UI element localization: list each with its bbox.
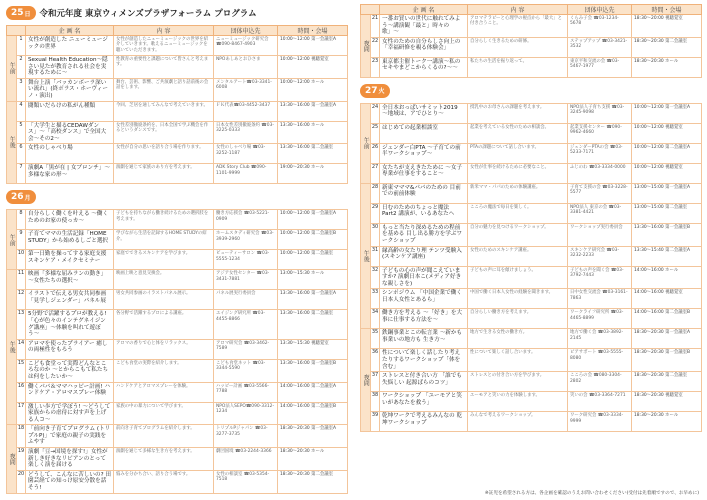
program-number: 34: [371, 309, 380, 329]
program-title-cell: 女たちが支えきたために 〜女子専業が仕事をすること〜: [380, 163, 468, 183]
page-title-day26: [6, 188, 347, 206]
program-number: 23: [371, 57, 380, 77]
program-organizer: こども食堂ネット ☎03-3344-5590: [214, 359, 278, 382]
program-description: 起業を考えている女性のための相談会。: [468, 123, 568, 143]
program-organizer: 笑いの会 ☎03-3364-7271: [568, 392, 632, 412]
program-description: ユーモアと笑いの力を体験します。: [468, 392, 568, 412]
program-description: 家庭でできるスキンケアを学びます。: [114, 250, 214, 270]
table-row: [361, 289, 702, 309]
program-organizer: スキンケア研究会 ☎03-3232-2233: [568, 246, 632, 266]
childcare-note: ※託児を希望される方は、各企画を確認のうえお問い合わせください(受付は先着順ですので、お早めに): [484, 491, 699, 496]
program-description: アロマテラピーと心理学の視点から「最大」と付き合うこと。: [468, 15, 568, 38]
table-row: [361, 103, 702, 123]
program-organizer: くらみ子会 ☎03-1234-5678: [568, 15, 632, 38]
program-title-cell: 鉄鋼事業とこの転言業 〜新かも事業いの地方も 生き方〜: [380, 329, 468, 349]
table-row: [7, 36, 348, 56]
program-number: 14: [17, 339, 26, 359]
period-label: 午前: [361, 103, 371, 183]
program-organizer: 起業支援センター ☎090-9962-4660: [568, 123, 632, 143]
table-row: [7, 310, 348, 339]
program-organizer: トリプルPジャパン ☎03-3277-3735: [214, 425, 278, 448]
program-organizer: ステップアップ ☎03-3421-3532: [568, 37, 632, 57]
header-title: 企 画 名: [380, 5, 468, 15]
program-time-venue: 10:00〜12:00 第一会議室A: [278, 36, 348, 56]
program-title-cell: 闘類いだらけの私がん種類: [26, 101, 114, 121]
program-title-cell: どうして、こんなに苦しいの? 田園芸経ての知っけ原安分散を話そう!: [26, 470, 114, 493]
program-number: 29: [371, 203, 380, 223]
table-row: [361, 246, 702, 266]
program-number: 2: [17, 56, 26, 79]
program-time-venue: 18:30〜20:30 ホール: [632, 57, 702, 77]
program-number: 5: [17, 121, 26, 144]
table-row: [361, 37, 702, 57]
program-time-venue: 18:30〜20:30 第二会議室: [632, 37, 702, 57]
program-description: 映画上映と意見交換会。: [114, 270, 214, 290]
program-title-cell: 舞台上演「バッカンボーラ深いい流れ」(終ポラス・ホーヴィーノ・演出): [26, 78, 114, 101]
program-title-cell: アロマを使ったプライアー 癒しの両極性をもろう: [26, 339, 114, 359]
program-title-cell: ジェンダー白PTA 〜子育ての前半ワークショップ〜: [380, 143, 468, 163]
program-title-cell: 5分野で活躍するプロが教える! 「心が色々のインテグネイジング講座」〜体験を叫れて遊ぼう〜: [26, 310, 114, 339]
program-description: 子どもを持ちながら働き続けるための選択肢を考えます。: [114, 210, 214, 230]
program-organizer: ニューミュージック研究会 ☎090-8467-4903: [214, 36, 278, 56]
program-time-venue: 13:30〜15:40 第二会議室A: [632, 246, 702, 266]
period-label: 午前: [7, 210, 17, 270]
program-title-cell: 女性のしゃべり場: [26, 144, 114, 164]
table-row: [7, 56, 348, 79]
table-row: [7, 250, 348, 270]
program-number: 6: [17, 144, 26, 164]
schedule-table-day26-cont: [360, 4, 702, 78]
program-description: 私たちの生活を振り返って。: [468, 57, 568, 77]
program-number: 1: [17, 36, 26, 56]
program-organizer: ピアサポート ☎03-5555-8080: [568, 349, 632, 372]
program-title-cell: 東京都主催トーク一講演〜私のセキやまどこからくるの?〜〜: [380, 57, 468, 77]
table-row: [361, 163, 702, 183]
program-number: 35: [371, 329, 380, 349]
program-description: ストレスとの付き合い方を学びます。: [468, 372, 568, 392]
program-description: 自分らしい働き方を考えます。: [468, 309, 568, 329]
program-organizer: ジェンダーPTAの会 ☎03-5233-7171: [568, 143, 632, 163]
period-label: 夜間: [361, 329, 371, 432]
table-row: [7, 448, 348, 471]
table-row: [7, 270, 348, 290]
program-description: 今回、芝居を通してみんなで考えていきます。: [114, 101, 214, 121]
program-time-venue: 13:30〜16:00 第二会議室: [278, 310, 348, 339]
program-organizer: 子育て支援の会 ☎03-3228-5577: [568, 183, 632, 203]
table-row: [361, 203, 702, 223]
program-time-venue: 18:30〜20:30 第一会議室A: [632, 329, 702, 349]
table-row: [7, 121, 348, 144]
program-time-venue: 13:30〜16:00 第一会議室B: [278, 359, 348, 382]
program-description: 前向き子育てプログラムを紹介します。: [114, 425, 214, 448]
program-number: 21: [371, 15, 380, 38]
program-description: 新米ママ・パパのための体験講座。: [468, 183, 568, 203]
program-organizer: ワーク研究会 ☎03-3334-9999: [568, 412, 632, 432]
program-number: 7: [17, 164, 26, 184]
program-title-cell: 働くパパ＆ママハッピー計画! ハンドケア・アロマスプレー体験: [26, 382, 114, 402]
program-organizer: ワークショップ実行委員会: [568, 223, 632, 246]
program-time-venue: 13:30〜16:00 第二会議室: [278, 144, 348, 164]
period-label: 午前: [7, 36, 17, 102]
program-organizer: 子どもの声を聞く会 ☎03-3792-7443: [568, 266, 632, 289]
table-row: [7, 290, 348, 310]
program-title: 令和元年度 東京ウィメンズプラザフォーラム プログラム: [39, 9, 257, 19]
program-time-venue: 13:30〜16:00 第一会議室B: [632, 223, 702, 246]
table-row: [361, 143, 702, 163]
program-organizer: NPO法人子育ち支援 ☎03-3245-9098: [568, 103, 632, 123]
program-description: 悩みを分かち合い、語り合う場です。: [114, 470, 214, 493]
schedule-table-day27: [360, 103, 702, 432]
table-row: [7, 402, 348, 425]
program-title-cell: 激しい歩方で学ぼう! 〜どうして家族からの虐待に対す声を上げる人コ〜: [26, 402, 114, 425]
program-time-venue: 13:00〜15:00 第一会議室A: [632, 183, 702, 203]
program-number: 13: [17, 310, 26, 339]
program-organizer: NPO法人 東京の会 ☎03-3381-4421: [568, 203, 632, 223]
program-time-venue: 18:30〜20:30 第一会議室B: [632, 349, 702, 372]
page-title-day25: [6, 4, 347, 22]
program-description: アロマの香りで心と体をリラックス。: [114, 339, 214, 359]
program-organizer: メンタルアート☎03-3341-6008: [214, 78, 278, 101]
program-organizer: 働き方応援会 ☎03-5221-0909: [214, 210, 278, 230]
program-organizer: NPO法人SEPO☎090-3312-1234: [214, 402, 278, 425]
program-title-cell: はじめての起業相談室: [380, 123, 468, 143]
table-row: [7, 144, 348, 164]
program-organizer: 女性の相談室 ☎03-5354-7518: [214, 470, 278, 493]
program-time-venue: 10:00〜12:00 視聴覚室: [632, 123, 702, 143]
program-time-venue: 13:30〜16:00 第一会議室A: [278, 290, 348, 310]
program-title-cell: 映画「多様な屈みランの動き」 〜女性たちの選択〜: [26, 270, 114, 290]
table-row: [361, 412, 702, 432]
program-organizer: 劇団国境 ☎03-2244-3366: [214, 448, 278, 471]
program-description: 各分野で活躍するプロによる講座。: [114, 310, 214, 339]
program-number: 9: [17, 230, 26, 250]
header-title: 企 画 名: [26, 26, 114, 36]
page-title-day27: [360, 82, 701, 100]
program-time-venue: 13:00〜15:00 第二会議室: [632, 203, 702, 223]
program-number: 24: [371, 103, 380, 123]
program-time-venue: 13:00〜15:30 ホール: [278, 270, 348, 290]
table-row: [361, 183, 702, 203]
program-organizer: ハッピー計画 ☎03-5566-7788: [214, 382, 278, 402]
program-time-venue: 13:30〜16:00 第一会議室A: [278, 101, 348, 121]
program-organizer: ホームスタディ研究会 ☎03-3939-2960: [214, 230, 278, 250]
program-organizer: ふじのわ ☎03-3334-0000: [568, 163, 632, 183]
program-description: 演劇を通じて家族のあり方を考えます。: [114, 164, 214, 184]
program-title-cell: ストレスと付き合い方 「誰でも 失悩しい 起源ばらのコツ」: [380, 372, 468, 392]
header-organizer: 団体申込先: [214, 26, 278, 36]
period-label: 午後: [7, 101, 17, 184]
header-organizer: 団体申込先: [568, 5, 632, 15]
program-organizer: 日中女性交流会 ☎03-3161-7863: [568, 289, 632, 309]
program-description: 自分らしく生きるための研修。: [468, 37, 568, 57]
program-time-venue: 18:30〜20:30 ホール: [278, 448, 348, 471]
program-time-venue: 18:30〜20:30 視聴覚室: [632, 392, 702, 412]
program-description: 男女共同参画のイラストパネル展示。: [114, 290, 214, 310]
table-row: [361, 329, 702, 349]
program-description: 演劇を通じて多様な生き方を考えます。: [114, 448, 214, 471]
program-description: こども食堂の実際を紹介します。: [114, 359, 214, 382]
program-number: 28: [371, 183, 380, 203]
table-row: [7, 339, 348, 359]
right-page: [354, 0, 707, 500]
program-description: 子どもの声に耳を傾けましょう。: [468, 266, 568, 289]
program-time-venue: 14:00〜16:00 第二会議室B: [278, 402, 348, 425]
table-row: [7, 230, 348, 250]
program-title-cell: Sexual Health Education〜隠さい見たが教育される社会を実現するために〜: [26, 56, 114, 79]
program-time-venue: 14:00〜16:00 視聴覚室: [632, 289, 702, 309]
program-description: ハンドケアとアロマスプレーを体験。: [114, 382, 214, 402]
program-time-venue: 18:30〜20:30 第二会議室: [632, 372, 702, 392]
program-time-venue: 14:00〜16:00 第二会議室A: [278, 382, 348, 402]
program-title-cell: 「前向き子育てプログラム (トリプルP)」で家庭の親子の実践をふやす: [26, 425, 114, 448]
program-organizer: こころの会 ☎080-3304-2802: [568, 372, 632, 392]
header-content: 内 容: [114, 26, 214, 36]
program-organizer: 東京平和交流の会 ☎03-5467-1977: [568, 57, 632, 77]
header-time-venue: 時間・会場: [278, 26, 348, 36]
schedule-table-day25: [6, 25, 348, 184]
program-time-venue: 10:00〜12:00 視聴覚室: [278, 56, 348, 79]
program-number: 25: [371, 123, 380, 143]
program-title-cell: 一番お買いの世代に触れてみよう〜講演観「最と」時々の歌」〜: [380, 15, 468, 38]
program-time-venue: 19:00〜20:30 ホール: [278, 164, 348, 184]
program-organizer: パネル展実行委員会: [214, 290, 278, 310]
program-organizer: NPOあしあとおひさま: [214, 56, 278, 79]
program-number: 17: [17, 402, 26, 425]
table-row: [7, 382, 348, 402]
program-title-cell: 性について楽しく話したり考えたりするワークショップ「体を含む」: [380, 349, 468, 372]
program-time-venue: 10:00〜12:00 第一会議室A: [278, 210, 348, 230]
program-description: 舞台、芸術、影響、ご共演劇と語り話前後の会話をします。: [114, 78, 214, 101]
program-organizer: 女性のしゃべり場 ☎03-3252-1187: [214, 144, 278, 164]
program-description: こころの魔法で毎日を楽しく。: [468, 203, 568, 223]
program-description: 女性が仕事を続けるために必要なこと。: [468, 163, 568, 183]
header-content: 内 容: [468, 5, 568, 15]
program-title-cell: 日むのためのちょっと魔法 Part2 講演が、いるあなたへ: [380, 203, 468, 223]
program-number: 33: [371, 289, 380, 309]
program-time-venue: 13:30〜16:00 ホール: [278, 121, 348, 144]
program-time-venue: 10:00〜12:00 第二会議室A: [632, 143, 702, 163]
program-title-cell: イラストで伝える男女共同参画 「見学しジェンダー」パネル展: [26, 290, 114, 310]
program-number: 36: [371, 349, 380, 372]
program-title-cell: もっと当たり深めるための程前を基める 目し出る勝方を学ぶワークショップ: [380, 223, 468, 246]
program-number: 20: [17, 470, 26, 493]
period-label: 午後: [7, 270, 17, 425]
program-description: 性教育の重要性と課題について皆さんと考えます。: [114, 56, 214, 79]
program-time-venue: 18:30〜20:30 ホール: [632, 412, 702, 432]
program-organizer: 日本女性差別撤廃条約 ☎03-3225-0333: [214, 121, 278, 144]
program-time-venue: 10:00〜12:00 第一会議室A: [632, 103, 702, 123]
program-description: 自分の魅力を見つけるワークショップ。: [468, 223, 568, 246]
program-organizer: エイジング研究所 ☎03-4455-8866: [214, 310, 278, 339]
program-time-venue: 18:30〜20:30 第一会議室A: [278, 425, 348, 448]
program-number: 8: [17, 210, 26, 230]
table-row: [7, 359, 348, 382]
program-organizer: ＦＫ代表☎03-4452-3437: [214, 101, 278, 121]
table-row: [361, 392, 702, 412]
program-title-cell: 第一日勤を操ってする家庭支援 スキンケア・メイクセミナー: [26, 250, 114, 270]
program-time-venue: 14:00〜16:00 第二会議室B: [632, 309, 702, 329]
program-number: 30: [371, 223, 380, 246]
program-time-venue: 18:30〜20:30 第二会議室: [278, 470, 348, 493]
program-time-venue: 14:00〜16:00 ホール: [632, 266, 702, 289]
table-row: [361, 57, 702, 77]
table-row: [7, 425, 348, 448]
program-description: みんなで考えるワークショップ。: [468, 412, 568, 432]
program-time-venue: 10:00〜12:00 視聴覚室: [632, 163, 702, 183]
program-number: 4: [17, 101, 26, 121]
program-organizer: ビューティーサロン ☎03-5555-1234: [214, 250, 278, 270]
program-title-cell: 自分らしく働くを叶える 〜働くためのお家の使っカ〜: [26, 210, 114, 230]
program-number: 32: [371, 266, 380, 289]
program-organizer: アロマ研究会 ☎03-3462-7589: [214, 339, 278, 359]
program-number: 10: [17, 250, 26, 270]
program-time-venue: 10:00〜12:00 ホール: [278, 78, 348, 101]
table-row: [361, 123, 702, 143]
program-time-venue: 13:30〜15:30 視聴覚室: [278, 339, 348, 359]
program-number: 15: [17, 359, 26, 382]
program-number: 27: [371, 163, 380, 183]
day-badge-25: 25 日: [6, 6, 36, 20]
program-title-cell: 女性が創造した ニューミュージックの世界: [26, 36, 114, 56]
program-title-cell: 演劇A「黒が在 | 女ブロンチ」〜多様な家の形〜: [26, 164, 114, 184]
program-description: 地方で生きる女性の働き方。: [468, 329, 568, 349]
program-description: 家族の中の暴力について学びます。: [114, 402, 214, 425]
table-row: [361, 266, 702, 289]
day-badge-26: 26 月: [6, 190, 36, 204]
table-row: [361, 223, 702, 246]
program-number: 26: [371, 143, 380, 163]
program-organizer: 地方で働く会 ☎03-3892-2145: [568, 329, 632, 349]
program-title-cell: 縁高齢の女たり理 テンツ受験入 (スキンケア講座): [380, 246, 468, 266]
period-label: 夜間: [7, 425, 17, 493]
program-title-cell: ワークショップ 「ユーモアと笑いがあなたを救う」: [380, 392, 468, 412]
program-description: 学びながら生活を記録するHOME STUDYの紹介。: [114, 230, 214, 250]
program-number: 11: [17, 270, 26, 290]
schedule-table-day26: [6, 209, 348, 493]
program-number: 37: [371, 372, 380, 392]
left-page: [0, 0, 353, 500]
program-title-cell: 「大学生と描るCEDAWダンス」〜「高校ダンス」で全国大会〜その2〜: [26, 121, 114, 144]
program-title-cell: 女性のための自分らしさ向上の「幸福研修を覗る体験会」: [380, 37, 468, 57]
program-title-cell: こども食堂って実際どんなところなのか 〜とからこもて私たちは何をしたいか〜: [26, 359, 114, 382]
program-description: 中国で働く日本人女性の経験を聞きます。: [468, 289, 568, 309]
program-title-cell: 乾坤ワークで考えるみんなの 乾坤ワークショップ: [380, 412, 468, 432]
program-number: 12: [17, 290, 26, 310]
day-badge-27: 27 火: [360, 84, 390, 98]
program-organizer: アジア女性センター ☎03-3431-7881: [214, 270, 278, 290]
header-time-venue: 時間・会場: [632, 5, 702, 15]
table-row: [7, 101, 348, 121]
program-number: 38: [371, 392, 380, 412]
program-title-cell: 演劇「豆→国境を探す!」女性が新しき好きなリビアンのとって楽しく演を届ける: [26, 448, 114, 471]
period-label: 夜間: [361, 15, 371, 78]
table-row: [361, 15, 702, 38]
program-description: 女性が創造したニューミュージックの世界を紹介していきます。歌えるニューミュージックを聴いていただきます。: [114, 36, 214, 56]
program-time-venue: 10:00〜12:00 第二会議室B: [278, 230, 348, 250]
table-row: [7, 78, 348, 101]
period-label: 午後: [361, 183, 371, 329]
program-title-cell: 子育てママの生活記録「HOME STUDY」から始めるしごと選択: [26, 230, 114, 250]
program-number: 16: [17, 382, 26, 402]
program-title-cell: 子どもの心の声が聞こえていますか? 演劇日本こ(メディア好きな親しさを): [380, 266, 468, 289]
program-description: PTAの課題について話し合います。: [468, 143, 568, 163]
program-time-venue: 18:30〜20:00 視聴覚室: [632, 15, 702, 38]
program-title-cell: 働き方を考える 〜「好き」を大事に仕事する方法を〜: [380, 309, 468, 329]
program-number: 19: [17, 448, 26, 471]
program-description: 女性のためのスキンケア講座。: [468, 246, 568, 266]
program-number: 22: [371, 37, 380, 57]
table-row: [7, 210, 348, 230]
program-description: 女性差別撤廃条約を、日本全国で学ぶ機会を作るというダンスです。: [114, 121, 214, 144]
program-number: 39: [371, 412, 380, 432]
program-description: 女性が自分の思いを語り合う場を作ります。: [114, 144, 214, 164]
table-row: [7, 164, 348, 184]
program-description: 授乳中のお母さんの課題を考えます。: [468, 103, 568, 123]
program-title-cell: シンポジウム 「中国企業で働く日本人女性とあるら」: [380, 289, 468, 309]
program-description: 性について楽しく話し合います。: [468, 349, 568, 372]
table-row: [361, 349, 702, 372]
program-organizer: ワークライフ研究所 ☎03-4465-8899: [568, 309, 632, 329]
table-row: [7, 470, 348, 493]
program-number: 31: [371, 246, 380, 266]
program-organizer: ADK Story Club ☎090-1101-9999: [214, 164, 278, 184]
program-title-cell: 新東マママ&パパのための 目前での前前体験: [380, 183, 468, 203]
table-row: [361, 309, 702, 329]
program-number: 3: [17, 78, 26, 101]
program-title-cell: 全日本おっぱいサミット2019 〜地域は、アでひとり〜: [380, 103, 468, 123]
program-number: 18: [17, 425, 26, 448]
table-row: [361, 372, 702, 392]
program-time-venue: 10:00〜12:00 第二会議室: [278, 250, 348, 270]
